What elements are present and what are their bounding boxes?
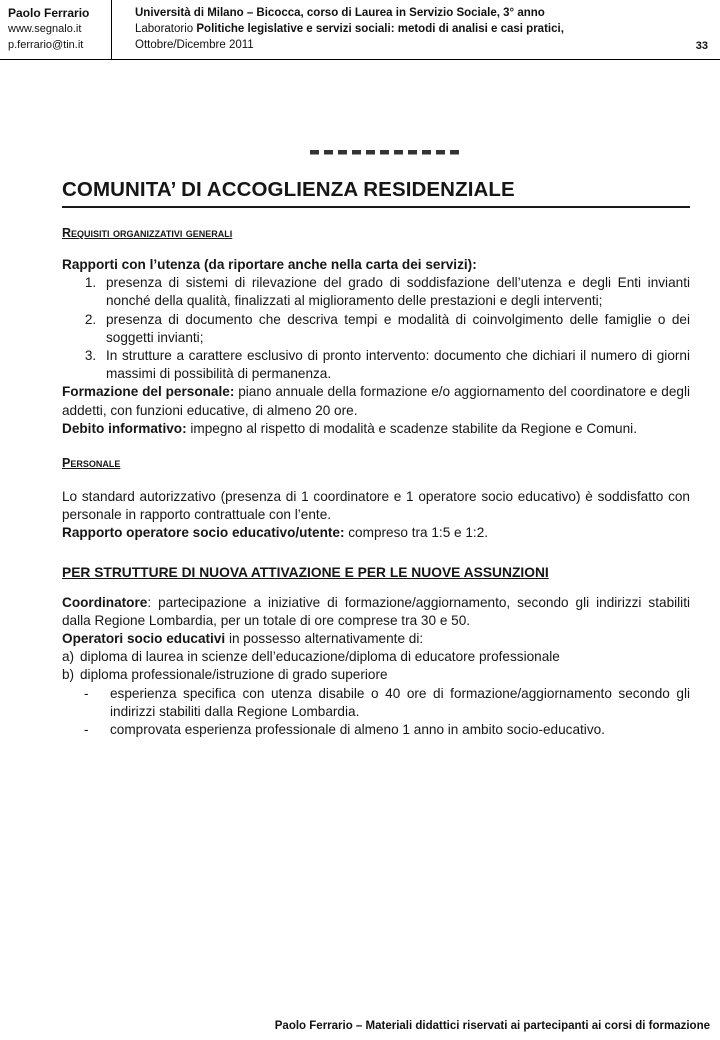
rapporti-list	[62, 274, 690, 383]
header-author: Paolo Ferrario	[8, 6, 90, 20]
cropped-text-remnant	[310, 150, 460, 160]
header-lab-title: Politiche legislative e servizi sociali: metodi di analisi e casi pratici,	[196, 23, 564, 35]
list-item: 1. presenza di sistemi di rilevazione del grado di soddisfazione dell’utenza e degli Enti invianti nonché della qualità, finalizzati al miglioramento delle prestazioni e degli interventi;	[100, 274, 690, 310]
list-item: a) diploma di laurea in scienze dell’educazione/diploma di educatore professionale	[62, 649, 560, 665]
rapporto-label: Rapporto operatore socio educativo/utente:	[62, 525, 345, 541]
section-heading-nuove-assunzioni: PER STRUTTURE DI NUOVA ATTIVAZIONE E PER LE NUOVE ASSUNZIONI	[62, 564, 549, 580]
header-period: Ottobre/Dicembre 2011	[135, 39, 254, 51]
header-email: p.ferrario@tin.it	[8, 39, 84, 51]
operatori-text: in possesso alternativamente di:	[225, 631, 424, 647]
coordinatore-text: : partecipazione a iniziative di formazione/aggiornamento, secondo gli indirizzi stabiliti dalla Regione Lombardia, per un totale di ore comprese tra 30 e 50.	[62, 594, 690, 628]
list-item: 2. presenza di documento che descriva tempi e modalità di coinvolgimento delle famiglie o dei soggetti invianti;	[100, 311, 690, 347]
scanned-document	[62, 150, 690, 739]
debito-label: Debito informativo:	[62, 420, 187, 436]
personale-paragraph: Lo standard autorizzativo (presenza di 1 coordinatore e 1 operatore socio educativo) è soddisfatto con personale in rapporto contrattuale con l’ente.	[62, 489, 690, 523]
rapporto-text: compreso tra 1:5 e 1:2.	[344, 525, 489, 541]
header-author-block	[8, 5, 108, 53]
list-item: - comprovata esperienza professionale di almeno 1 anno in ambito socio-educativo.	[84, 722, 605, 738]
rapporto-paragraph	[62, 524, 690, 542]
rapporti-heading: Rapporti con l’utenza (da riportare anche nella carta dei servizi):	[62, 257, 477, 272]
header-lab-line	[135, 21, 675, 37]
title-rule	[62, 206, 690, 208]
operatori-label: Operatori socio educativi	[62, 631, 226, 647]
coordinatore-label: Coordinatore	[62, 594, 148, 610]
header-lab-prefix: Laboratorio	[135, 23, 197, 35]
formazione-label: Formazione del personale:	[62, 384, 235, 400]
list-item: - esperienza specifica con utenza disabile o 40 ore di formazione/aggiornamento secondo gli indirizzi stabiliti dalla Regione Lombardia.	[84, 685, 690, 719]
formazione-text: piano annuale della formazione e/o aggiornamento del coordinatore e degli addetti, con funzioni educative, di almeno 20 ore.	[62, 384, 691, 418]
section-heading-personale: Personale	[62, 456, 121, 471]
header-course-line: Università di Milano – Bicocca, corso di Laurea in Servizio Sociale, 3° anno	[135, 7, 545, 19]
footer-note: Paolo Ferrario – Materiali didattici riservati ai partecipanti ai corsi di formazione	[274, 1020, 710, 1032]
header-divider	[0, 59, 720, 60]
coordinatore-paragraph	[62, 594, 690, 630]
operatori-paragraph	[62, 630, 690, 648]
list-item: 3. In strutture a carattere esclusivo di pronto intervento: documento che dichiari il numero di giorni massimi di possibilità di permanenza.	[100, 347, 690, 383]
page-number: 33	[695, 40, 708, 52]
section-heading-requisiti: Requisiti organizzativi generali	[62, 226, 233, 240]
formazione-paragraph	[62, 383, 690, 419]
header-website: www.segnalo.it	[8, 23, 82, 35]
debito-text: impegno al rispetto di modalità e scadenze stabilite da Regione e Comuni.	[186, 420, 637, 436]
document-title: COMUNITA’ DI ACCOGLIENZA RESIDENZIALE	[62, 178, 515, 201]
header-course-block	[135, 5, 675, 53]
debito-paragraph	[62, 420, 690, 438]
header-vertical-divider	[111, 0, 112, 59]
list-item: b) diploma professionale/istruzione di grado superiore	[62, 667, 388, 683]
